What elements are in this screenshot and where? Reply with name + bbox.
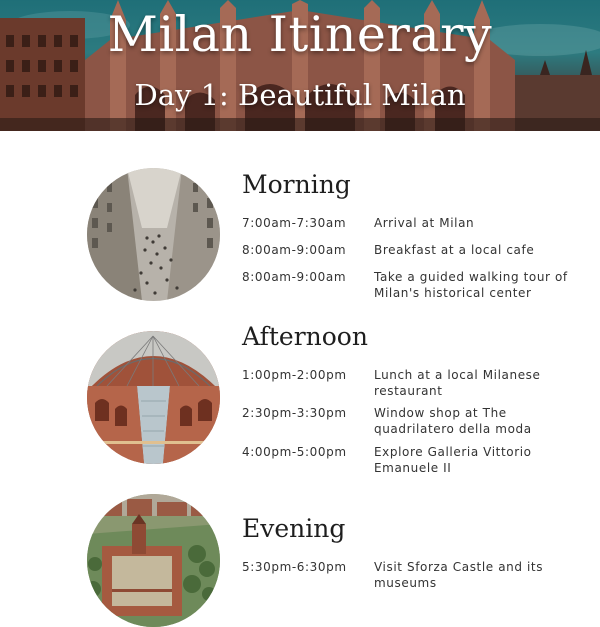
page-title: Milan Itinerary bbox=[107, 6, 493, 63]
time-range: 2:30pm-3:30pm bbox=[242, 406, 347, 420]
time-range: 4:00pm-5:00pm bbox=[242, 445, 347, 459]
activity-text: Lunch at a local Milanese restaurant bbox=[374, 368, 541, 398]
activity-text: Visit Sforza Castle and its museums bbox=[374, 560, 544, 590]
morning-photo bbox=[87, 168, 220, 301]
activity-text: Window shop at The quadrilatero della moda bbox=[374, 406, 532, 436]
time-range: 5:30pm-6:30pm bbox=[242, 560, 347, 574]
time-range: 8:00am-9:00am bbox=[242, 243, 347, 257]
section-heading-evening: Evening bbox=[242, 514, 346, 543]
afternoon-photo bbox=[87, 331, 220, 464]
section-heading-morning: Morning bbox=[242, 170, 351, 199]
time-range: 1:00pm-2:00pm bbox=[242, 368, 347, 382]
time-range: 8:00am-9:00am bbox=[242, 270, 347, 284]
section-heading-afternoon: Afternoon bbox=[242, 322, 368, 351]
header-banner bbox=[0, 0, 600, 131]
activity-text: Take a guided walking tour of Milan's historical center bbox=[374, 270, 568, 300]
page-subtitle: Day 1: Beautiful Milan bbox=[134, 78, 466, 112]
activity-text: Explore Galleria Vittorio Emanuele II bbox=[374, 445, 532, 475]
evening-photo bbox=[87, 494, 220, 627]
activity-text: Breakfast at a local cafe bbox=[374, 243, 535, 257]
activity-text: Arrival at Milan bbox=[374, 216, 475, 230]
time-range: 7:00am-7:30am bbox=[242, 216, 347, 230]
